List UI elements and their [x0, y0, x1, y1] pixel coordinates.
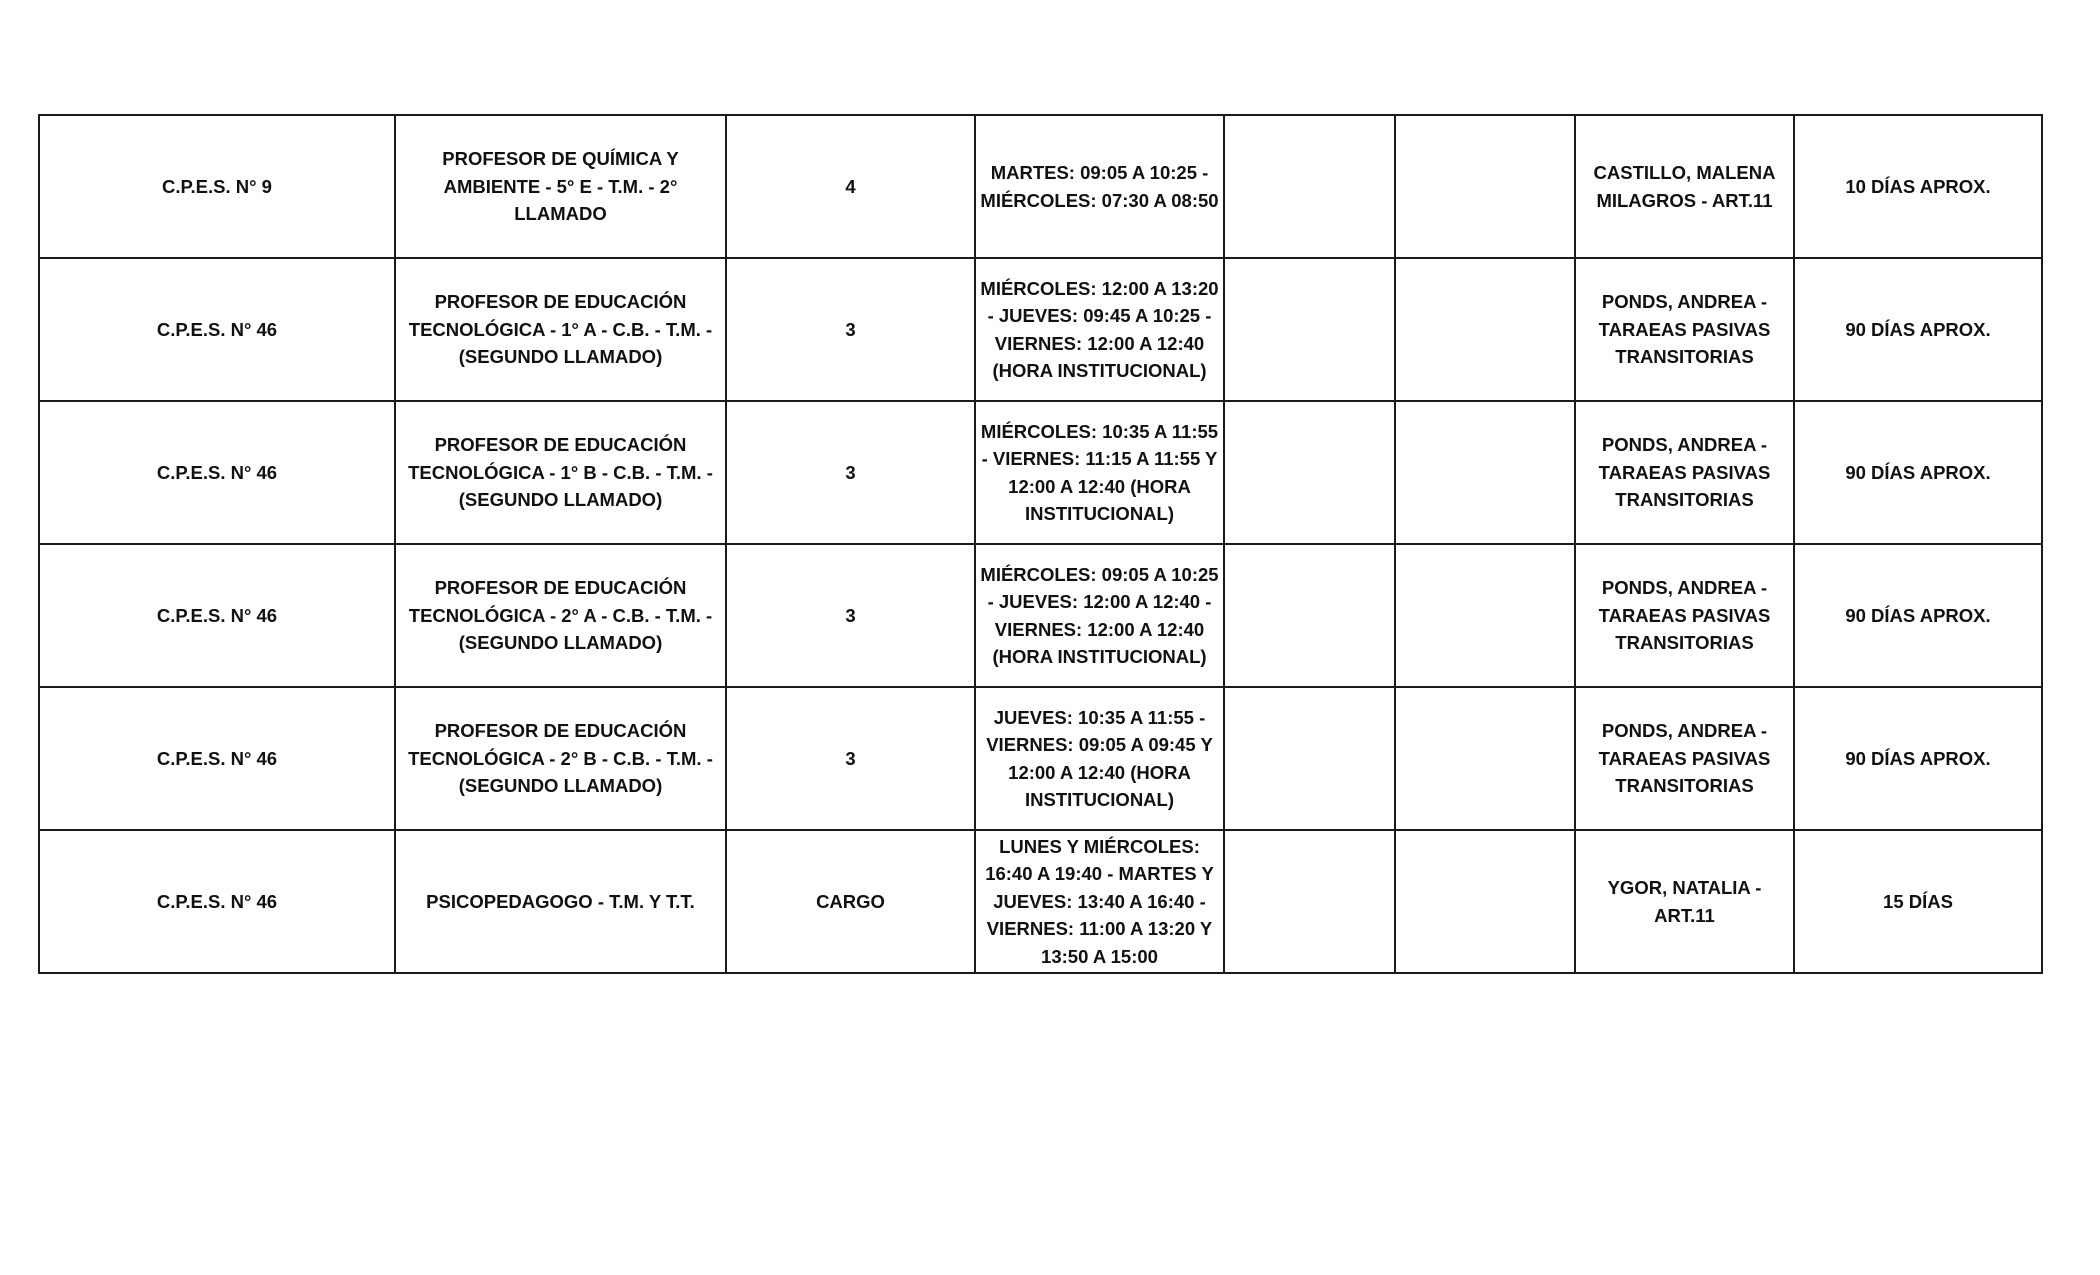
- school-cell: C.P.E.S. N° 46: [39, 401, 395, 544]
- holder-cell: CASTILLO, MALENA MILAGROS - ART.11: [1575, 115, 1794, 258]
- position-cell: PROFESOR DE EDUCACIÓN TECNOLÓGICA - 1° A - C.B. - T.M. - (SEGUNDO LLAMADO): [395, 258, 726, 401]
- holder-cell: PONDS, ANDREA - TARAEAS PASIVAS TRANSITORIAS: [1575, 401, 1794, 544]
- school-cell: C.P.E.S. N° 46: [39, 258, 395, 401]
- holder-cell: PONDS, ANDREA - TARAEAS PASIVAS TRANSITORIAS: [1575, 687, 1794, 830]
- table-row: [39, 687, 2042, 830]
- hours-cell: 3: [726, 258, 975, 401]
- table-row: [39, 544, 2042, 687]
- duration-cell: 15 DÍAS: [1794, 830, 2042, 973]
- school-cell: C.P.E.S. N° 46: [39, 687, 395, 830]
- hours-cell: 4: [726, 115, 975, 258]
- empty-cell-5: [1224, 687, 1395, 830]
- duration-cell: 90 DÍAS APROX.: [1794, 258, 2042, 401]
- schedule-cell: MARTES: 09:05 A 10:25 - MIÉRCOLES: 07:30 A 08:50: [975, 115, 1224, 258]
- duration-cell: 10 DÍAS APROX.: [1794, 115, 2042, 258]
- position-cell: PROFESOR DE EDUCACIÓN TECNOLÓGICA - 1° B - C.B. - T.M. - (SEGUNDO LLAMADO): [395, 401, 726, 544]
- vacancies-table-body: [39, 115, 2042, 973]
- schedule-cell: MIÉRCOLES: 09:05 A 10:25 - JUEVES: 12:00 A 12:40 - VIERNES: 12:00 A 12:40 (HORA INSTITUCIONAL): [975, 544, 1224, 687]
- schedule-cell: MIÉRCOLES: 10:35 A 11:55 - VIERNES: 11:15 A 11:55 Y 12:00 A 12:40 (HORA INSTITUCIONAL): [975, 401, 1224, 544]
- empty-cell-5: [1224, 401, 1395, 544]
- empty-cell-6: [1395, 830, 1575, 973]
- hours-cell: CARGO: [726, 830, 975, 973]
- hours-cell: 3: [726, 401, 975, 544]
- school-cell: C.P.E.S. N° 46: [39, 544, 395, 687]
- schedule-cell: LUNES Y MIÉRCOLES: 16:40 A 19:40 - MARTES Y JUEVES: 13:40 A 16:40 - VIERNES: 11:00 A 13:20 Y 13:50 A 15:00: [975, 830, 1224, 973]
- position-cell: PROFESOR DE EDUCACIÓN TECNOLÓGICA - 2° B - C.B. - T.M. - (SEGUNDO LLAMADO): [395, 687, 726, 830]
- holder-cell: PONDS, ANDREA - TARAEAS PASIVAS TRANSITORIAS: [1575, 544, 1794, 687]
- table-row: [39, 401, 2042, 544]
- position-cell: PSICOPEDAGOGO - T.M. Y T.T.: [395, 830, 726, 973]
- school-cell: C.P.E.S. N° 46: [39, 830, 395, 973]
- empty-cell-5: [1224, 115, 1395, 258]
- table-row: [39, 115, 2042, 258]
- vacancies-table: [38, 114, 2043, 974]
- schedule-cell: MIÉRCOLES: 12:00 A 13:20 - JUEVES: 09:45 A 10:25 - VIERNES: 12:00 A 12:40 (HORA INSTITUCIONAL): [975, 258, 1224, 401]
- empty-cell-6: [1395, 115, 1575, 258]
- position-cell: PROFESOR DE QUÍMICA Y AMBIENTE - 5° E - T.M. - 2° LLAMADO: [395, 115, 726, 258]
- empty-cell-6: [1395, 687, 1575, 830]
- duration-cell: 90 DÍAS APROX.: [1794, 401, 2042, 544]
- school-cell: C.P.E.S. N° 9: [39, 115, 395, 258]
- schedule-cell: JUEVES: 10:35 A 11:55 - VIERNES: 09:05 A 09:45 Y 12:00 A 12:40 (HORA INSTITUCIONAL): [975, 687, 1224, 830]
- position-cell: PROFESOR DE EDUCACIÓN TECNOLÓGICA - 2° A - C.B. - T.M. - (SEGUNDO LLAMADO): [395, 544, 726, 687]
- holder-cell: PONDS, ANDREA - TARAEAS PASIVAS TRANSITORIAS: [1575, 258, 1794, 401]
- empty-cell-5: [1224, 544, 1395, 687]
- table-row: [39, 830, 2042, 973]
- empty-cell-5: [1224, 830, 1395, 973]
- table-row: [39, 258, 2042, 401]
- empty-cell-6: [1395, 544, 1575, 687]
- empty-cell-6: [1395, 258, 1575, 401]
- hours-cell: 3: [726, 687, 975, 830]
- empty-cell-5: [1224, 258, 1395, 401]
- duration-cell: 90 DÍAS APROX.: [1794, 687, 2042, 830]
- hours-cell: 3: [726, 544, 975, 687]
- empty-cell-6: [1395, 401, 1575, 544]
- duration-cell: 90 DÍAS APROX.: [1794, 544, 2042, 687]
- holder-cell: YGOR, NATALIA - ART.11: [1575, 830, 1794, 973]
